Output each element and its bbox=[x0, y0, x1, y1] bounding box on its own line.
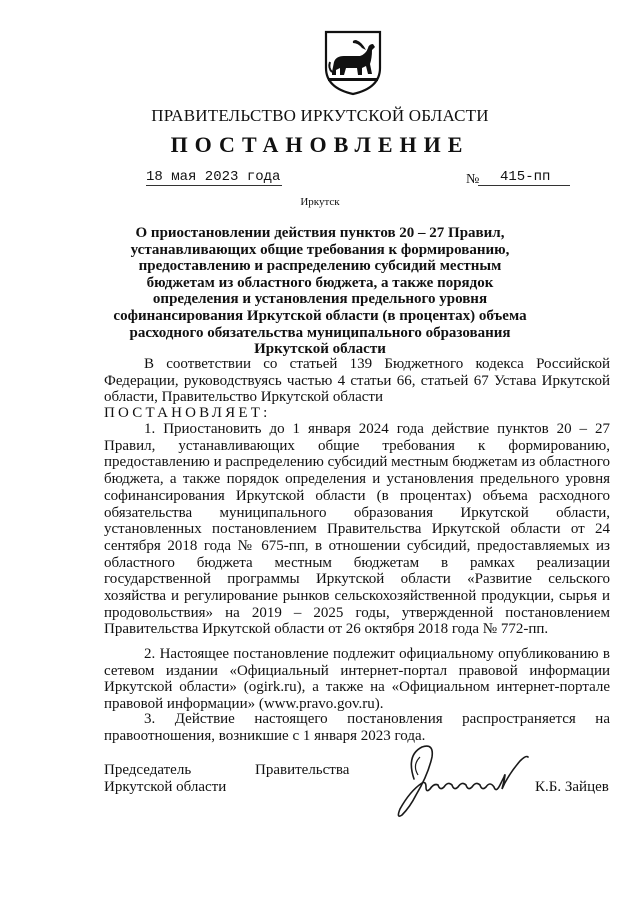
clause-2-text: 2. Настоящее постановление подлежит официальному опубликованию в сетевом издании «Официальный интернет-портал правовой информации Иркутской области» (ogirk.ru), а также на «Официальном интернет-портале правовой информации» (www.pravo.gov.ru). bbox=[104, 646, 610, 713]
clause-2 bbox=[104, 646, 610, 713]
position-line-1: Председатель bbox=[104, 762, 192, 778]
preamble-paragraph bbox=[104, 356, 610, 406]
document-date: 18 мая 2023 года bbox=[146, 169, 281, 185]
document-city: Иркутск bbox=[300, 196, 340, 208]
clause-3 bbox=[104, 711, 610, 744]
number-label: № bbox=[466, 172, 480, 187]
position-line-2: Иркутской области bbox=[104, 779, 227, 795]
government-title: ПРАВИТЕЛЬСТВО ИРКУТСКОЙ ОБЛАСТИ bbox=[151, 106, 489, 125]
resolves-word: ПОСТАНОВЛЯЕТ: bbox=[104, 405, 271, 421]
document-type: ПОСТАНОВЛЕНИЕ bbox=[170, 132, 470, 157]
signer-name: К.Б. Зайцев bbox=[535, 779, 609, 795]
position-government: Правительства bbox=[255, 762, 350, 778]
clause-3-text: 3. Действие настоящего постановления распространяется на правоотношения, возникшие с 1 января 2023 года. bbox=[104, 711, 610, 744]
document-number: 415-пп bbox=[478, 169, 570, 186]
clause-1 bbox=[104, 421, 610, 638]
preamble-text: В соответствии со статьей 139 Бюджетного кодекса Российской Федерации, руководствуясь частью 4 статьи 66, статьей 67 Устава Иркутской области, Правительство Иркутской области bbox=[104, 356, 610, 406]
irkutsk-coat-of-arms-icon bbox=[322, 28, 384, 96]
document-title: О приостановлении действия пунктов 20 – 27 Правил, устанавливающих общие требования к формированию, предоставлению и распределению субсидий местным бюджетам из областного бюджета, а также порядок определения и установления предельного уровня софинансирования Иркутской области (в процентах) объема расходного обязательства муниципального образования Иркутской области bbox=[113, 225, 527, 358]
clause-1-text: 1. Приостановить до 1 января 2024 года действие пунктов 20 – 27 Правил, устанавливающих общие требования к формированию, предоставлению и распределению субсидий местным бюджетам из областного бюджета, а также порядок определения и установления предельного уровня софинансирования Иркутской области (в процентах) объема расходного обязательства муниципального образования Иркутской области, установленных постановлением Правительства Иркутской области от 24 сентября 2018 года № 675-пп, в отношении субсидий, предоставляемых из областного бюджета местным бюджетам в рамках реализации государственной программы Иркутской области «Развитие сельского хозяйства и регулирование рынков сельскохозяйственной продукции, сырья и продовольствия» на 2019 – 2025 годы, утвержденной постановлением Правительства Иркутской области от 26 октября 2018 года № 772-пп. bbox=[104, 421, 611, 638]
signatory-position bbox=[104, 762, 226, 796]
handwritten-signature-icon bbox=[392, 735, 532, 821]
